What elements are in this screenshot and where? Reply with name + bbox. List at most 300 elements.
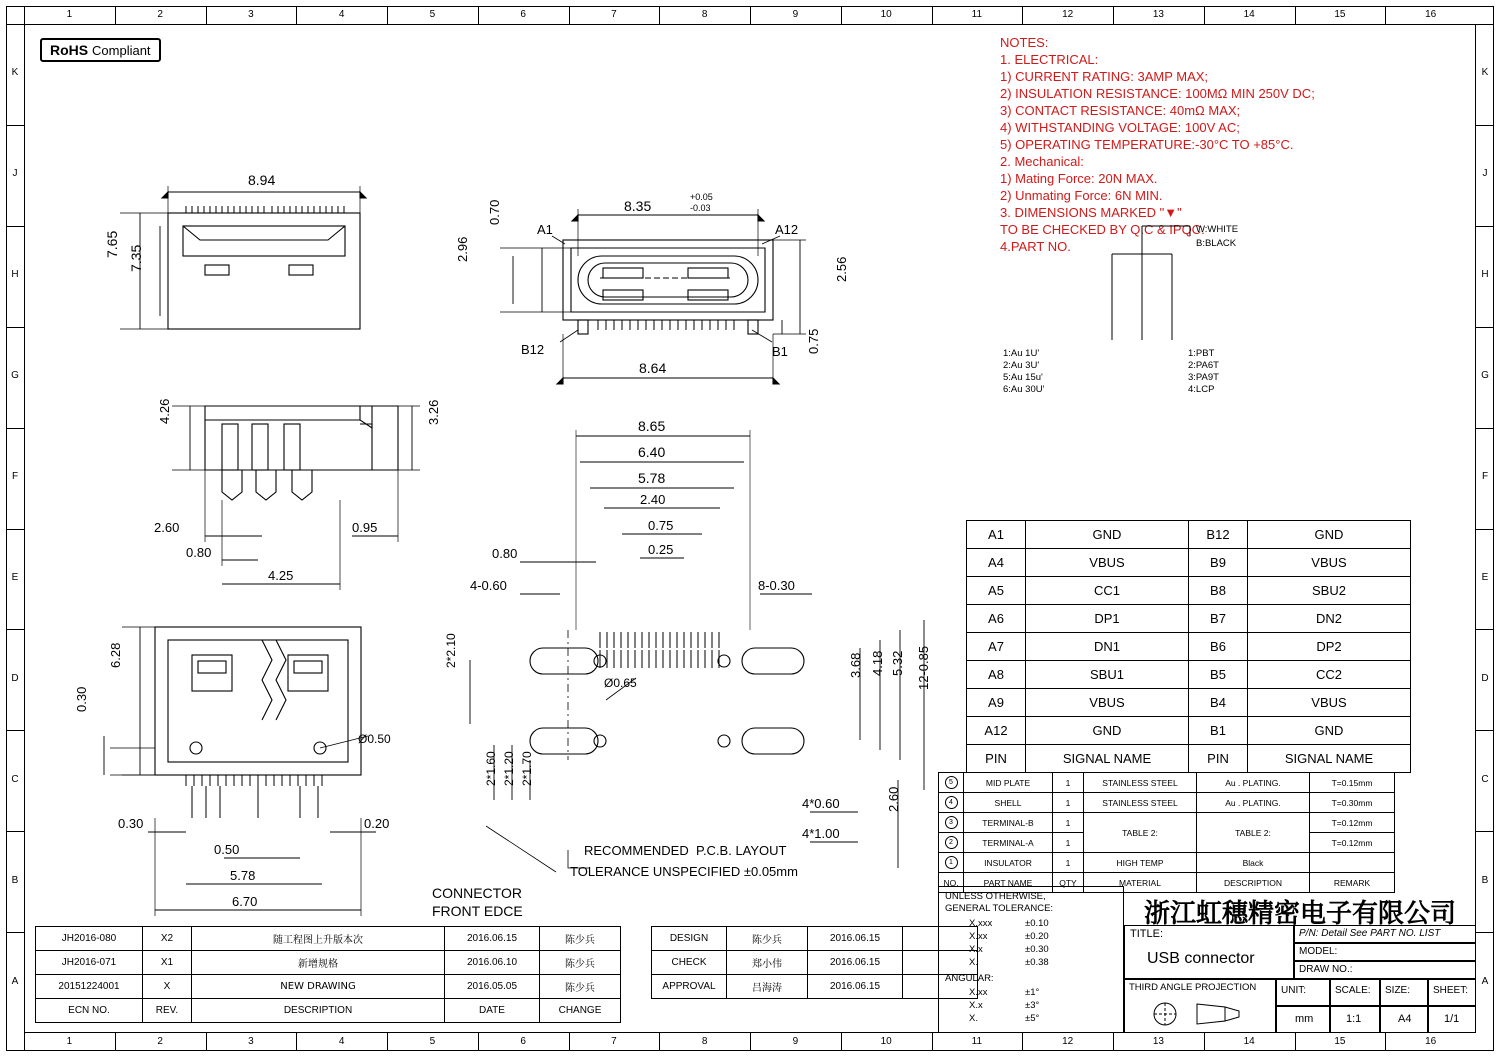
table-header-row (36, 999, 621, 1023)
table-header-row (967, 745, 1411, 773)
dimension-text: B12 (521, 342, 545, 357)
dimension-text: 5.32 (890, 650, 905, 676)
dimension-text: 0.75 (648, 518, 674, 533)
material-cell: T=0.15mm (1310, 773, 1395, 793)
note-line: 1) CURRENT RATING: 3AMP MAX; (1000, 69, 1209, 84)
item-number-badge: 1 (945, 856, 958, 869)
zone-label-row: B (1481, 874, 1489, 886)
angular-rows (969, 986, 1039, 1025)
item-number-badge: 4 (945, 796, 958, 809)
sheet-label: SHEET: (1433, 985, 1469, 996)
angular-value: ±1° (1025, 987, 1040, 998)
zone-label-row: J (1482, 168, 1488, 180)
size-label: SIZE: (1385, 985, 1411, 996)
angular-value: ±3° (1025, 1000, 1040, 1011)
dimension-text: 0.20 (364, 816, 390, 831)
revision-header-cell: CHANGE (540, 999, 621, 1023)
pin-cell: B7 (1189, 605, 1248, 633)
dimension-text: 5.78 (638, 470, 666, 486)
material-cell: Black (1197, 853, 1310, 873)
size-label-cell (1380, 979, 1428, 1006)
pin-cell: DP2 (1248, 633, 1411, 661)
title-cell (1124, 925, 1294, 979)
material-header-cell: NO. (939, 873, 964, 893)
revision-cell: 新增规格 (192, 951, 445, 975)
zone-label-col: 16 (1425, 1036, 1437, 1047)
zone-label-col: 9 (792, 1036, 799, 1047)
approval-cell: 2016.06.15 (808, 951, 903, 975)
material-cell: T=0.12mm (1310, 813, 1395, 833)
zone-label-row: F (11, 471, 19, 483)
approval-cell: 2016.06.15 (808, 975, 903, 999)
table-row (967, 521, 1411, 549)
dimension-text: 2.96 (455, 236, 470, 262)
material-cell: 1 (1053, 853, 1084, 873)
dimension-text: 0.70 (487, 199, 502, 225)
dimension-text: 4*1.00 (802, 826, 840, 841)
dimension-text: 4*0.60 (802, 796, 840, 811)
angular-title: ANGULAR: (945, 973, 994, 984)
zone-label-row: C (11, 773, 19, 785)
revision-cell: 随工程图上升版本次 (192, 927, 445, 951)
connector-caption-1: CONNECTOR (432, 885, 522, 901)
note-line: 3. DIMENSIONS MARKED "▼" (1000, 205, 1182, 220)
zone-label-col: 4 (338, 1036, 345, 1047)
model-cell (1294, 943, 1476, 961)
table-row (939, 813, 1395, 833)
revision-cell: 陈少兵 (540, 927, 621, 951)
legend-material-item: 1:PBT (1188, 348, 1215, 359)
pin-cell: GND (1248, 717, 1411, 745)
pin-cell: B4 (1189, 689, 1248, 717)
pin-cell: A6 (967, 605, 1026, 633)
tolerance-rows (969, 917, 1049, 969)
dimension-text: 7.35 (128, 244, 144, 272)
pin-cell: A1 (967, 521, 1026, 549)
approval-cell: DESIGN (652, 927, 727, 951)
angular-row (969, 1012, 1039, 1025)
dimension-text: +0.05 (690, 192, 713, 202)
approval-cell: 2016.06.15 (808, 927, 903, 951)
revision-cell: 陈少兵 (540, 975, 621, 999)
pn-cell (1294, 925, 1476, 943)
zone-label-col: 1 (66, 9, 73, 20)
note-line: 5) OPERATING TEMPERATURE:-30°C TO +85°C. (1000, 137, 1294, 152)
tolerance-row (969, 917, 1049, 930)
pn-label: P/N: Detail See PART NO. LIST (1299, 928, 1441, 939)
angular-value: ±5° (1025, 1013, 1040, 1024)
zone-label-col: 11 (971, 1036, 983, 1047)
table-row (652, 951, 978, 975)
table-row (939, 853, 1395, 873)
dimension-text: 2.40 (640, 492, 666, 507)
tolerance-row (969, 930, 1049, 943)
pin-cell: B1 (1189, 717, 1248, 745)
zone-label-col: 2 (157, 9, 163, 20)
material-cell: T=0.30mm (1310, 793, 1395, 813)
approval-cell: APPROVAL (652, 975, 727, 999)
legend-material-item: 2:PA6T (1188, 360, 1219, 371)
pin-cell: SBU1 (1026, 661, 1189, 689)
material-cell: INSULATOR (964, 853, 1053, 873)
zone-label-col: 6 (520, 1036, 526, 1047)
pin-cell: CC1 (1026, 577, 1189, 605)
tolerance-key: X. (969, 957, 978, 968)
pin-cell: A8 (967, 661, 1026, 689)
pin-cell: B9 (1189, 549, 1248, 577)
tolerance-value: ±0.30 (1025, 944, 1049, 955)
scale-label: SCALE: (1335, 985, 1371, 996)
legend-material-item: 4:LCP (1188, 384, 1215, 395)
sheet-value: 1/1 (1444, 1013, 1460, 1025)
dimension-text: 0.80 (186, 545, 212, 560)
zone-label-col: 8 (701, 9, 708, 20)
zone-label-col: 15 (1334, 1036, 1346, 1047)
zone-label-col: 1 (66, 1036, 73, 1047)
zone-label-col: 13 (1152, 1036, 1164, 1047)
tolerance-title2: GENERAL TOLERANCE: (945, 903, 1054, 914)
drawno-label: DRAW NO.: (1299, 964, 1353, 975)
angular-row (969, 999, 1039, 1012)
revision-cell: 20151224001 (36, 975, 143, 999)
zone-label-row: D (1481, 672, 1489, 684)
dimension-text: 4.26 (157, 398, 172, 424)
dimension-text: 4-0.60 (470, 578, 507, 593)
pin-header-cell: PIN (1189, 745, 1248, 773)
projection-symbol-icon (1125, 980, 1277, 1034)
material-cell: TERMINAL-A (964, 833, 1053, 853)
pin-cell: SBU2 (1248, 577, 1411, 605)
table-row (967, 689, 1411, 717)
legend-plating-item: 5:Au 15u' (1003, 372, 1043, 383)
zone-label-col: 8 (701, 1036, 708, 1047)
dimension-text: 8-0.30 (758, 578, 795, 593)
pin-cell: DN1 (1026, 633, 1189, 661)
dimension-text: 2*2.10 (444, 633, 458, 668)
dimension-text: 8.35 (624, 198, 652, 214)
unit-value-cell (1276, 1006, 1330, 1033)
zone-label-row: B (11, 874, 19, 886)
table-row (652, 975, 978, 999)
material-cell: Au . PLATING. (1197, 773, 1310, 793)
item-number-badge: 2 (945, 836, 958, 849)
revision-cell: X2 (143, 927, 192, 951)
tolerance-title1: UNLESS OTHERWISE, (945, 891, 1046, 902)
pcb-caption-2: TOLERANCE UNSPECIFIED ±0.05mm (570, 864, 798, 879)
tolerance-value: ±0.10 (1025, 918, 1049, 929)
material-cell: MID PLATE (964, 773, 1053, 793)
notes-title: NOTES: (1000, 35, 1049, 50)
drawno-cell (1294, 961, 1476, 979)
model-label: MODEL: (1299, 946, 1338, 957)
material-cell: TABLE 2: (1197, 813, 1310, 853)
table-row (652, 927, 978, 951)
pin-cell: CC2 (1248, 661, 1411, 689)
material-cell (939, 853, 964, 873)
zone-label-row: H (11, 269, 19, 281)
revision-cell: X (143, 975, 192, 999)
zone-label-row: E (1481, 571, 1489, 583)
note-line: 4) WITHSTANDING VOLTAGE: 100V AC; (1000, 120, 1240, 135)
revision-cell: X1 (143, 951, 192, 975)
projection-cell (1124, 979, 1276, 1033)
pin-cell: A5 (967, 577, 1026, 605)
zone-label-row: F (1481, 471, 1489, 483)
dimension-text: 8.64 (639, 360, 667, 376)
note-line: TO BE CHECKED BY Q.C & IPQC. (1000, 222, 1205, 237)
zone-label-col: 13 (1152, 9, 1164, 20)
scale-label-cell (1330, 979, 1380, 1006)
material-cell (939, 833, 964, 853)
approval-cell: CHECK (652, 951, 727, 975)
size-value: A4 (1398, 1013, 1412, 1025)
connector-caption-2: FRONT EDCE (432, 903, 523, 919)
zone-label-col: 4 (338, 9, 345, 20)
tolerance-row (969, 956, 1049, 969)
unit-value: mm (1295, 1013, 1314, 1025)
scale-value: 1:1 (1346, 1013, 1362, 1025)
zone-label-col: 3 (248, 9, 254, 20)
zone-label-row: G (11, 370, 19, 382)
material-cell: T=0.12mm (1310, 833, 1395, 853)
material-header-cell: REMARK (1310, 873, 1395, 893)
zone-label-col: 15 (1334, 9, 1346, 20)
pin-cell: GND (1248, 521, 1411, 549)
revision-cell: NEW DRAWING (192, 975, 445, 999)
zone-label-row: E (11, 571, 19, 583)
item-number-badge: 5 (945, 776, 958, 789)
unit-label-cell (1276, 979, 1330, 1006)
tolerance-value: ±0.38 (1025, 957, 1049, 968)
dimension-text: 0.30 (74, 686, 89, 712)
material-header-cell: PART NAME (964, 873, 1053, 893)
tolerance-key: X.x (969, 944, 983, 955)
revision-cell: 2016.06.15 (445, 927, 540, 951)
title-value: USB connector (1147, 950, 1255, 967)
note-line: 3) CONTACT RESISTANCE: 40mΩ MAX; (1000, 103, 1241, 118)
pin-cell: DP1 (1026, 605, 1189, 633)
table-row (36, 927, 621, 951)
zone-label-col: 16 (1425, 9, 1437, 20)
pin-cell: A7 (967, 633, 1026, 661)
zone-label-row: A (11, 975, 19, 987)
revision-header-cell: ECN NO. (36, 999, 143, 1023)
dimension-text: 3.26 (426, 399, 441, 425)
pin-cell: VBUS (1026, 549, 1189, 577)
legend-plating-item: 2:Au 3U' (1003, 360, 1040, 371)
material-cell (939, 793, 964, 813)
material-cell: STAINLESS STEEL (1084, 773, 1197, 793)
revision-cell: 2016.05.05 (445, 975, 540, 999)
zone-label-col: 9 (792, 9, 799, 20)
dimension-text: Ø0.50 (358, 732, 391, 746)
material-cell (939, 813, 964, 833)
dimension-text: 0.30 (118, 816, 144, 831)
revision-cell: 2016.06.10 (445, 951, 540, 975)
material-cell (939, 773, 964, 793)
note-line: 1) Mating Force: 20N MAX. (1000, 171, 1158, 186)
material-header-cell: MATERIAL (1084, 873, 1197, 893)
projection-label: THIRD ANGLE PROJECTION (1129, 982, 1257, 993)
note-line: 2. Mechanical: (1000, 154, 1084, 169)
dimension-text: 12-0.85 (916, 645, 931, 690)
zone-label-col: 2 (157, 1036, 163, 1047)
note-line: 2) INSULATION RESISTANCE: 100MΩ MIN 250V DC; (1000, 86, 1315, 101)
tolerance-value: ±0.20 (1025, 931, 1049, 942)
dimension-text: A12 (775, 222, 799, 237)
pin-cell: B5 (1189, 661, 1248, 689)
table-row (939, 793, 1395, 813)
angular-key: X.xx (969, 987, 988, 998)
zone-label-col: 7 (611, 1036, 617, 1047)
zone-label-col: 12 (1062, 9, 1074, 20)
dimension-text: 5.78 (230, 868, 256, 883)
dimension-text: B1 (772, 344, 788, 359)
material-table (938, 772, 1395, 893)
dimension-text: 0.25 (648, 542, 674, 557)
zone-label-row: J (12, 168, 18, 180)
material-cell: SHELL (964, 793, 1053, 813)
dimension-text: 2*1.20 (502, 751, 516, 786)
dimension-text: A1 (537, 222, 553, 237)
table-row (967, 717, 1411, 745)
size-value-cell (1380, 1006, 1428, 1033)
tolerance-row (969, 943, 1049, 956)
pin-header-cell: PIN (967, 745, 1026, 773)
zone-label-col: 12 (1062, 1036, 1074, 1047)
revision-cell: JH2016-071 (36, 951, 143, 975)
zone-label-row: D (11, 672, 19, 684)
dimension-text: 8.65 (638, 418, 666, 434)
pin-cell: GND (1026, 521, 1189, 549)
sheet-label-cell (1428, 979, 1476, 1006)
note-line: 2) Unmating Force: 6N MIN. (1000, 188, 1163, 203)
table-row (36, 951, 621, 975)
dimension-text: 6.28 (108, 642, 123, 668)
zone-label-row: K (1481, 67, 1489, 79)
dimension-text: 2*1.70 (520, 751, 534, 786)
material-cell: 1 (1053, 793, 1084, 813)
pin-cell: B6 (1189, 633, 1248, 661)
legend-black: B:BLACK (1196, 238, 1237, 249)
dimension-text: 3.68 (848, 652, 863, 678)
scale-value-cell (1330, 1006, 1380, 1033)
sheet-value-cell (1428, 1006, 1476, 1033)
dimension-text: 2.60 (886, 786, 901, 812)
zone-label-row: H (1481, 269, 1489, 281)
zone-label-col: 10 (880, 1036, 892, 1047)
table-row (967, 661, 1411, 689)
angular-key: X. (969, 1013, 978, 1024)
pin-cell: B12 (1189, 521, 1248, 549)
dimension-text: 7.65 (104, 230, 120, 258)
dimension-text: 6.40 (638, 444, 666, 460)
pin-cell: VBUS (1026, 689, 1189, 717)
pin-table (966, 520, 1411, 773)
zone-label-row: C (1481, 773, 1489, 785)
title-label: TITLE: (1130, 928, 1164, 940)
zone-label-col: 6 (520, 9, 526, 20)
material-cell (1310, 853, 1395, 873)
note-line: 4.PART NO. (1000, 239, 1071, 254)
dimension-text: 0.50 (214, 842, 240, 857)
material-cell: 1 (1053, 773, 1084, 793)
approval-cell: 陈少兵 (727, 927, 808, 951)
material-header-cell: QTY (1053, 873, 1084, 893)
dimension-text: 0.80 (492, 546, 518, 561)
pcb-caption-1: RECOMMENDED P.C.B. LAYOUT (584, 843, 787, 858)
pin-cell: VBUS (1248, 549, 1411, 577)
dimension-text: 0.95 (352, 520, 378, 535)
rohs-sub: Compliant (92, 43, 151, 58)
tolerance-key: X.xxx (969, 918, 993, 929)
zone-label-col: 3 (248, 1036, 254, 1047)
zone-label-row: K (11, 67, 19, 79)
pin-cell: DN2 (1248, 605, 1411, 633)
pin-cell: GND (1026, 717, 1189, 745)
dimension-text: 4.25 (268, 568, 294, 583)
table-row (967, 633, 1411, 661)
revision-header-cell: DATE (445, 999, 540, 1023)
revision-cell: 陈少兵 (540, 951, 621, 975)
zone-label-row: G (1481, 370, 1489, 382)
revision-cell: JH2016-080 (36, 927, 143, 951)
tolerance-key: X.xx (969, 931, 988, 942)
zone-label-col: 5 (429, 9, 436, 20)
table-row (967, 577, 1411, 605)
pin-header-cell: SIGNAL NAME (1248, 745, 1411, 773)
tolerance-block (938, 886, 1124, 1033)
zone-label-col: 14 (1243, 9, 1255, 20)
dimension-text: 6.70 (232, 894, 258, 909)
legend-plating-item: 1:Au 1U' (1003, 348, 1040, 359)
zone-label-col: 7 (611, 9, 617, 20)
dimension-text: 2.56 (834, 256, 849, 282)
material-header-cell: DESCRIPTION (1197, 873, 1310, 893)
zone-label-col: 11 (971, 9, 983, 20)
revision-table (35, 926, 621, 1023)
rohs-label: RoHS (50, 42, 89, 58)
dimension-text: 2.60 (154, 520, 180, 535)
table-row (939, 773, 1395, 793)
pin-cell: A9 (967, 689, 1026, 717)
company-name: 浙江虹穗精密电子有限公司 (1144, 899, 1457, 929)
material-cell: STAINLESS STEEL (1084, 793, 1197, 813)
note-line: 1. ELECTRICAL: (1000, 52, 1099, 67)
pin-header-cell: SIGNAL NAME (1026, 745, 1189, 773)
material-cell: TERMINAL-B (964, 813, 1053, 833)
zone-label-col: 10 (880, 9, 892, 20)
zone-label-col: 14 (1243, 1036, 1255, 1047)
dimension-text: -0.03 (690, 203, 711, 213)
legend-material-item: 3:PA9T (1188, 372, 1219, 383)
material-cell: Au . PLATING. (1197, 793, 1310, 813)
material-cell: HIGH TEMP (1084, 853, 1197, 873)
material-cell: TABLE 2: (1084, 813, 1197, 853)
table-row (36, 975, 621, 999)
dimension-text: Ø0.65 (604, 676, 637, 690)
angular-row (969, 986, 1039, 999)
dimension-text: 2*1.60 (484, 751, 498, 786)
pin-cell: A12 (967, 717, 1026, 745)
legend-plating-item: 6:Au 30U' (1003, 384, 1045, 395)
approval-table (651, 926, 978, 999)
angular-key: X.x (969, 1000, 983, 1011)
zone-label-col: 5 (429, 1036, 436, 1047)
approval-cell: 吕海涛 (727, 975, 808, 999)
material-cell: 1 (1053, 833, 1084, 853)
dimension-text: 4.18 (870, 650, 885, 676)
